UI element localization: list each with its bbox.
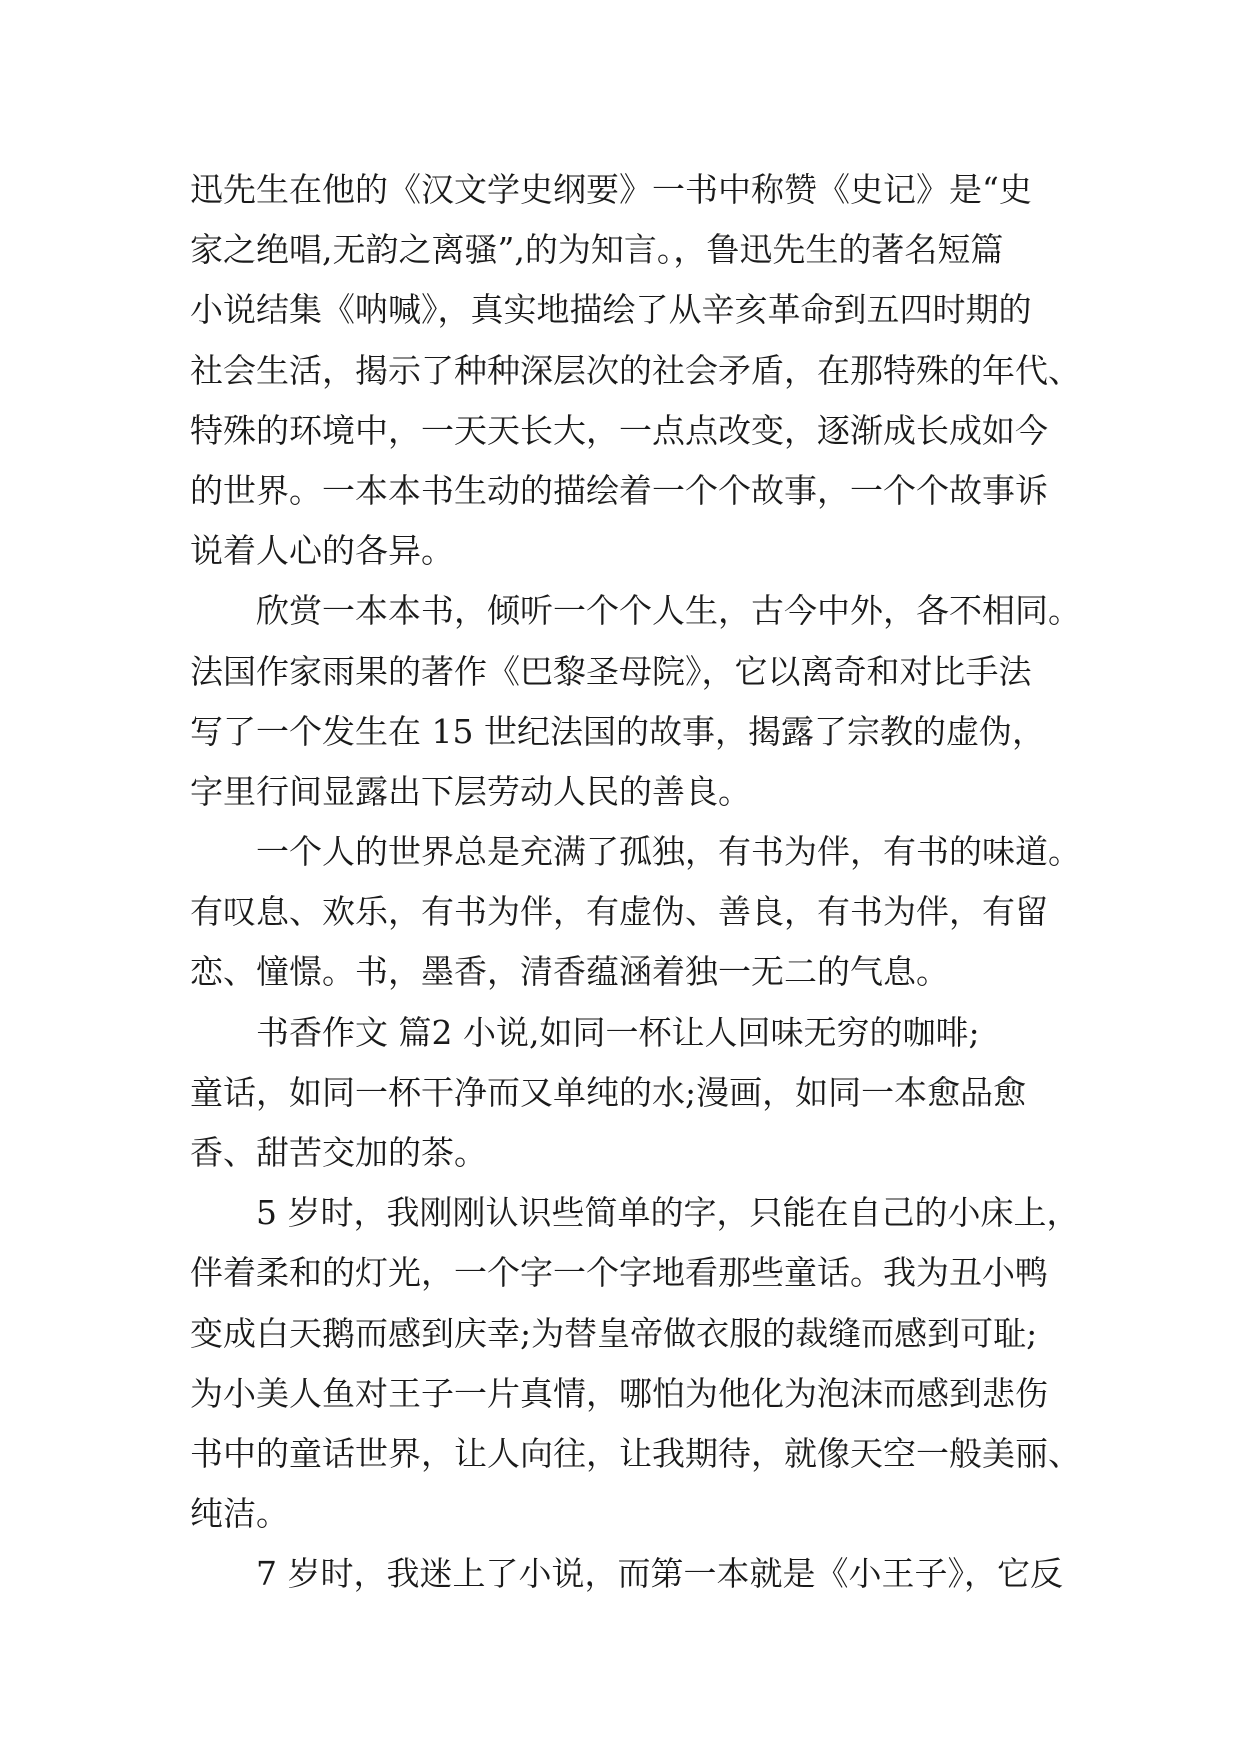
text-line: 纯洁。 [190, 1494, 289, 1534]
text-line: 特殊的环境中，一天天长大，一点点改变，逐渐成长成如今 [190, 410, 1048, 450]
text-line: 恋、憧憬。书，墨香，清香蕴涵着独一无二的气息。 [190, 952, 949, 992]
text-line: 社会生活，揭示了种种深层次的社会矛盾，在那特殊的年代、 [190, 350, 1081, 390]
text-line: 香、甜苦交加的茶。 [190, 1133, 487, 1172]
section-heading-line: 书香作文 篇2 小说,如同一杯让人回味无穷的咖啡; [256, 1012, 980, 1052]
text-line: 写了一个发生在 15 世纪法国的故事，揭露了宗教的虚伪， [190, 711, 1045, 751]
paragraph-start-line: 5 岁时，我刚刚认识些简单的字，只能在自己的小床上， [256, 1193, 1080, 1233]
text-line: 说着人心的各异。 [190, 531, 454, 571]
paragraph-start-line: 一个人的世界总是充满了孤独，有书为伴，有书的味道。 [256, 832, 1081, 872]
text-line: 童话，如同一杯干净而又单纯的水;漫画，如同一本愈品愈 [190, 1072, 1027, 1112]
text-line: 字里行间显露出下层劳动人民的善良。 [190, 771, 751, 811]
text-line: 家之绝唱,无韵之离骚”,的为知言。，鲁迅先生的著名短篇 [190, 230, 1004, 270]
text-line: 书中的童话世界，让人向往，让我期待，就像天空一般美丽、 [190, 1433, 1081, 1473]
paragraph-start-line: 欣赏一本本书，倾听一个个人生，古今中外，各不相同。 [256, 591, 1081, 631]
paragraph-start-line: 7 岁时，我迷上了小说，而第一本就是《小王子》，它反 [256, 1554, 1063, 1594]
text-line: 法国作家雨果的著作《巴黎圣母院》，它以离奇和对比手法 [190, 651, 1032, 691]
text-line: 小说结集《呐喊》，真实地描绘了从辛亥革命到五四时期的 [190, 290, 1032, 330]
text-line: 为小美人鱼对王子一片真情，哪怕为他化为泡沫而感到悲伤 [190, 1373, 1048, 1413]
text-line: 有叹息、欢乐，有书为伴，有虚伪、善良，有书为伴，有留 [190, 892, 1048, 932]
text-line: 伴着柔和的灯光，一个字一个字地看那些童话。我为丑小鸭 [190, 1253, 1048, 1293]
text-line: 的世界。一本本书生动的描绘着一个个故事，一个个故事诉 [190, 470, 1048, 510]
text-line: 迅先生在他的《汉文学史纲要》一书中称赞《史记》是“史 [190, 170, 1032, 209]
body-text [190, 160, 1081, 1605]
text-line: 变成白天鹅而感到庆幸;为替皇帝做衣服的裁缝而感到可耻; [190, 1313, 1038, 1353]
